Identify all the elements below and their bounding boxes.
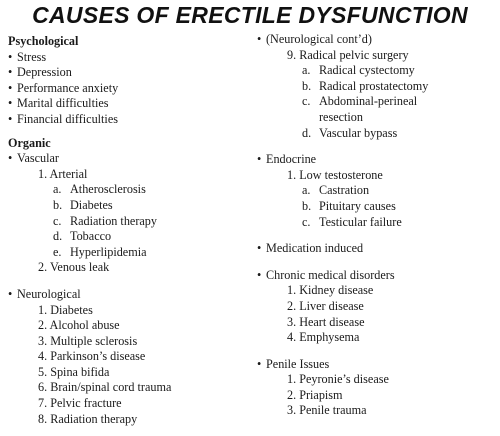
list-item: 2. Liver disease <box>287 298 364 313</box>
list-item: • Stress <box>8 49 47 64</box>
list-item: 3. Multiple sclerosis <box>38 333 138 348</box>
list-item: 4. Emphysema <box>287 330 360 345</box>
list-item: c. Radiation therapy <box>53 213 157 228</box>
list-item: b. Radical prostatectomy <box>302 78 429 93</box>
list-item: c. Abdominal-perineal <box>302 94 418 109</box>
left-column <box>8 34 248 427</box>
list-item: 3. Penile trauma <box>287 403 367 418</box>
list-item: • Financial difficulties <box>8 111 118 126</box>
list-item: 8. Radiation therapy <box>38 411 138 426</box>
list-item: • Performance anxiety <box>8 80 119 95</box>
list-item: 2. Alcohol abuse <box>38 318 120 333</box>
list-item: a. Castration <box>302 183 370 198</box>
list-item: 6. Brain/spinal cord trauma <box>38 380 172 395</box>
right-column <box>257 32 497 419</box>
list-item: 4. Parkinson’s disease <box>38 349 146 364</box>
list-item: b. Diabetes <box>53 197 113 212</box>
list-item: a. Radical cystectomy <box>302 63 415 78</box>
list-item: 2. Venous leak <box>38 260 110 275</box>
list-item: • Penile Issues <box>257 356 330 371</box>
list-item: 5. Spina bifida <box>38 364 110 379</box>
list-item: 7. Pelvic fracture <box>38 396 122 411</box>
list-item: 3. Heart disease <box>287 314 365 329</box>
list-item: • Medication induced <box>257 241 364 256</box>
list-item: • Marital difficulties <box>8 96 109 111</box>
list-item: 1. Low testosterone <box>287 167 383 182</box>
list-item: 9. Radical pelvic surgery <box>287 47 409 62</box>
list-item: • (Neurological cont’d) <box>257 32 372 46</box>
list-item: • Endocrine <box>257 152 317 167</box>
list-item: 1. Arterial <box>38 166 88 181</box>
psychological-heading: Psychological <box>8 34 79 48</box>
list-item: 2. Priapism <box>287 387 343 402</box>
list-item: b. Pituitary causes <box>302 198 396 213</box>
list-item: • Vascular <box>8 151 59 166</box>
list-item: d. Vascular bypass <box>302 125 398 140</box>
organic-heading: Organic <box>8 135 51 150</box>
list-item: d. Tobacco <box>53 229 112 244</box>
list-item: 1. Peyronie’s disease <box>287 372 389 387</box>
list-item: • Chronic medical disorders <box>257 267 395 282</box>
list-item: resection <box>319 109 363 124</box>
list-item: • Depression <box>8 65 72 80</box>
page-title: CAUSES OF ERECTILE DYSFUNCTION <box>32 2 468 28</box>
list-item: c. Testicular failure <box>302 214 402 229</box>
list-item: 1. Kidney disease <box>287 283 374 298</box>
list-item: e. Hyperlipidemia <box>53 244 147 259</box>
list-item: • Neurological <box>8 286 81 301</box>
list-item: a. Atherosclerosis <box>53 182 146 197</box>
list-item: 1. Diabetes <box>38 302 93 317</box>
